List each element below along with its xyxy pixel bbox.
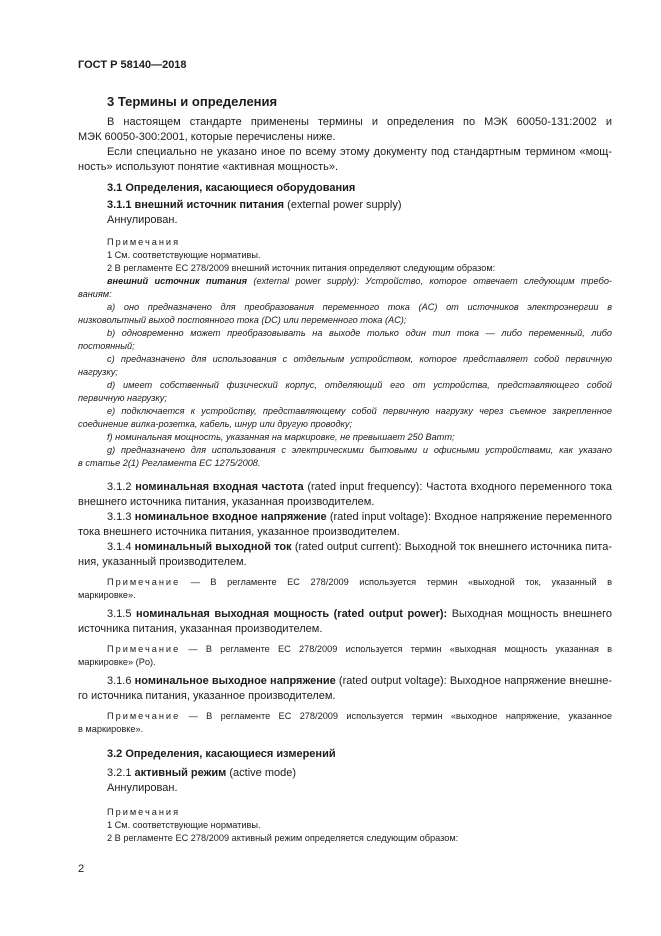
term-3-1-4 — [107, 540, 612, 555]
document-id: ГОСТ Р 58140—2018 — [78, 59, 187, 71]
term-3-1-5-number: 3.1.5 — [107, 608, 136, 620]
note-3-1-5 — [107, 643, 612, 656]
section-3-2-title: 3.2 Определения, касающиеся измерений — [107, 748, 336, 760]
term-3-1-5 — [107, 607, 612, 622]
intro-line-1: В настоящем стандарте применены термины и определения по МЭК 60050-131:2002 и — [107, 116, 612, 128]
item-a-line-1: а) оно предназначено для преобразования переменного тока (AC) от источников электроэнергии в — [107, 302, 612, 312]
term-3-1-3-number: 3.1.3 — [107, 511, 135, 523]
note-3-1-1-1: 1 См. соответствующие нормативы. — [107, 250, 261, 260]
term-3-2-1-name: активный режим — [134, 767, 227, 779]
note-3-1-6-line-2: в маркировке». — [78, 724, 144, 734]
term-3-1-2-number: 3.1.2 — [107, 481, 136, 493]
term-3-1-3-line-2: тока внешнего источника питания, указанное производителем. — [78, 526, 400, 538]
term-3-1-5-text: Выходная мощность внешнего — [447, 608, 612, 620]
term-3-1-3-name: номинальное входное напряжение — [134, 511, 327, 523]
item-a-line-2: низковольтный выход постоянного тока (DC) или переменного тока (AC); — [78, 315, 407, 325]
term-3-1-3 — [107, 510, 612, 525]
term-3-2-1 — [107, 766, 296, 781]
item-e-line-2: соединение вилка-розетка, кабель, шнур или другую проводку; — [78, 419, 353, 429]
section-3-title: 3 Термины и определения — [107, 94, 278, 109]
item-c-line-2: нагрузку; — [78, 367, 118, 377]
term-3-1-3-text: (rated input voltage): Входное напряжение переменного — [326, 511, 612, 523]
page-number: 2 — [78, 863, 85, 875]
term-3-1-6-number: 3.1.6 — [107, 675, 135, 687]
term-3-1-4-text: (rated output current): Выходной ток внешнего источника пита- — [291, 541, 612, 553]
term-3-2-1-number: 3.2.1 — [107, 767, 135, 779]
note-3-1-4-line-2: маркировке». — [78, 590, 136, 600]
term-3-1-4-number: 3.1.4 — [107, 541, 135, 553]
term-3-1-2 — [107, 480, 612, 495]
item-f-line-1: f) номинальная мощность, указанная на маркировке, не превышает 250 Ватт; — [107, 432, 455, 442]
quote-line-1 — [107, 275, 612, 288]
item-b-line-1: b) одновременно может преобразовывать на выходе только один тип тока — либо переменный, либо — [107, 328, 612, 338]
term-3-1-6-text: (rated output voltage): Выходное напряжение внешне- — [335, 675, 612, 687]
note-3-1-4 — [107, 576, 612, 589]
item-g-line-2: в статье 2(1) Регламента ЕС 1275/2008. — [78, 458, 261, 468]
term-3-1-1 — [107, 198, 402, 213]
item-c-line-1: c) предназначено для использования с отдельным устройством, которое представляет собой первичную — [107, 354, 612, 364]
intro-line-2: МЭК 60050-300:2001, которые перечислены ниже. — [78, 131, 336, 143]
note-3-1-5-line-2: маркировке» (Po). — [78, 657, 156, 667]
notes-title-3-2-1: Примечания — [107, 807, 181, 817]
note-text: — В регламенте ЕС 278/2009 используется термин «выходной ток, указанный в — [180, 577, 612, 587]
note-label: Примечание — [107, 644, 181, 654]
term-3-1-6-name: номинальное выходное напряжение — [134, 675, 336, 687]
note-3-2-1-1: 1 См. соответствующие нормативы. — [107, 820, 261, 830]
term-3-1-2-name: номинальная входная частота — [135, 481, 304, 493]
intro-line-4: ность» используют понятие «активная мощность». — [78, 161, 339, 173]
item-e-line-1: e) подключается к устройству, представляющему собой первичную нагрузку через съемное закрепленное — [107, 406, 612, 416]
term-3-1-1-definition: Аннулирован. — [107, 214, 178, 226]
term-3-1-6-line-2: го источника питания, указанное производителем. — [78, 690, 336, 702]
item-b-line-2: постоянный; — [78, 341, 135, 351]
note-label: Примечание — [107, 711, 181, 721]
note-3-2-1-2: 2 В регламенте ЕС 278/2009 активный режим определяется следующим образом: — [107, 833, 459, 843]
section-3-1-title: 3.1 Определения, касающиеся оборудования — [107, 182, 356, 194]
note-3-1-6 — [107, 710, 612, 723]
term-3-1-4-line-2: ния, указанный производителем. — [78, 556, 247, 568]
notes-title-3-1-1: Примечания — [107, 237, 181, 247]
quote-line-2: ваниям: — [78, 289, 112, 299]
note-3-1-1-2: 2 В регламенте ЕС 278/2009 внешний источник питания определяют следующим образом: — [107, 263, 496, 273]
item-g-line-1: g) предназначено для использования с электрическими бытовыми и офисными устройствами, как указано — [107, 445, 612, 455]
term-3-1-5-line-2: источника питания, указанная производителем. — [78, 623, 323, 635]
intro-line-3: Если специально не указано иное по всему этому документу под стандартным термином «мощ- — [107, 146, 612, 158]
term-3-1-6 — [107, 674, 612, 689]
note-label: Примечание — [107, 577, 181, 587]
quote-term: внешний источник питания — [107, 276, 248, 286]
term-3-1-5-name: номинальная выходная мощность (rated output power): — [136, 608, 448, 620]
term-3-1-1-en: (external power supply) — [284, 199, 402, 211]
note-text: — В регламенте ЕС 278/2009 используется термин «выходная мощность указанная в — [180, 644, 612, 654]
term-3-1-2-text: (rated input frequency): Частота входного переменного тока — [303, 481, 612, 493]
item-d-line-2: первичную нагрузку; — [78, 393, 167, 403]
term-3-1-4-name: номинальный выходной ток — [134, 541, 292, 553]
term-3-2-1-definition: Аннулирован. — [107, 782, 178, 794]
term-3-2-1-en: (active mode) — [226, 767, 297, 779]
term-3-1-2-line-2: внешнего источника питания, указанная производителем. — [78, 496, 375, 508]
term-3-1-1-name: 3.1.1 внешний источник питания — [107, 199, 285, 211]
item-d-line-1: d) имеет собственный физический корпус, отделяющий его от устройства, представляющего собой — [107, 380, 612, 390]
quote-text: (external power supply): Устройство, которое отвечает следующим требо- — [247, 276, 612, 286]
note-text: — В регламенте ЕС 278/2009 используется термин «выходное напряжение, указанное — [180, 711, 612, 721]
